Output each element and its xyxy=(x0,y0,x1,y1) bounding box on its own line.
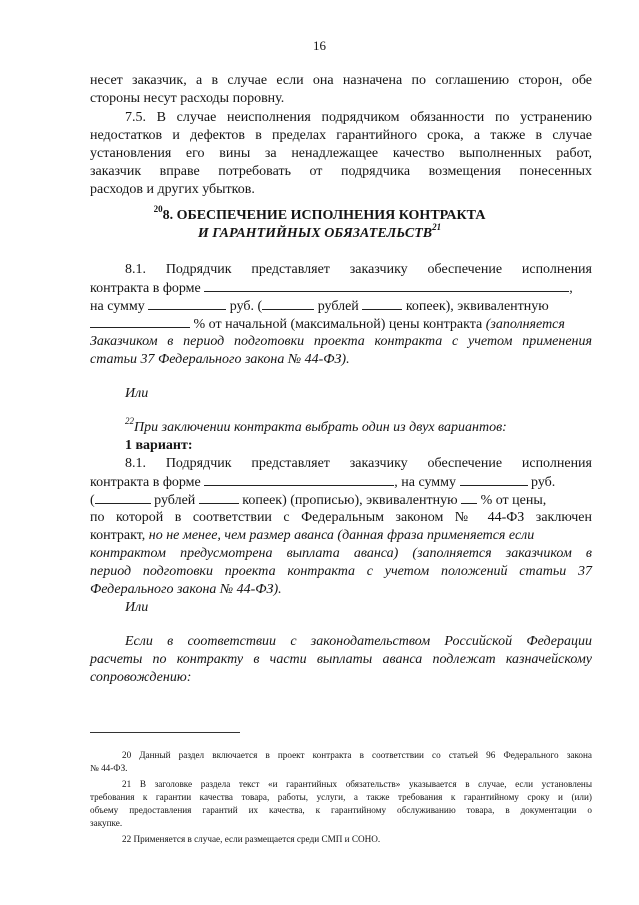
sum-blank-2[interactable] xyxy=(460,473,528,486)
or-label-2: Или xyxy=(125,600,149,615)
para-7-5-line-4: заказчик вправе потребовать от подрядчика возмещения понесенных xyxy=(90,164,592,179)
section-heading-line-1 xyxy=(0,204,639,224)
kopecks-label-2: копеек) (прописью), эквивалентную xyxy=(242,493,458,508)
contract-word: контракт, xyxy=(90,528,146,543)
para-7-5-line-3: установления его вины за ненадлежащее качество выполненных работ, xyxy=(90,146,592,161)
percent-blank[interactable] xyxy=(90,315,190,328)
clause-8-1a-line-4 xyxy=(90,315,592,333)
clause-8-1b-line-2 xyxy=(90,473,592,491)
para-1-line-2: стороны несут расходы поровну. xyxy=(90,91,285,106)
rubles-label-2: рублей xyxy=(154,493,196,508)
clause-8-1b-line-6: контрактом предусмотрена выплата аванса) (заполняется заказчиком в xyxy=(90,546,592,561)
clause-8-1b-line-3 xyxy=(90,491,592,509)
percent-blank-2[interactable] xyxy=(461,491,477,504)
clause-8-1a-line-2 xyxy=(90,279,592,297)
variant-note xyxy=(125,416,507,436)
final-para-line-3: сопровождению: xyxy=(90,670,192,685)
rub-label: руб. ( xyxy=(229,299,263,314)
clause-8-1a-line-5: Заказчиком в период подготовки проекта контракта с учетом применения xyxy=(90,334,592,349)
variant-1-title: 1 вариант: xyxy=(125,438,193,453)
para-1-line-1: несет заказчик, а в случае если она назначена по соглашению сторон, обе xyxy=(90,73,592,88)
section-heading-text-1: 8. ОБЕСПЕЧЕНИЕ ИСПОЛНЕНИЯ КОНТРАКТА xyxy=(162,208,486,223)
open-paren: ( xyxy=(90,493,95,508)
footnote-ref-20: 20 xyxy=(153,204,163,215)
rubles-label: рублей xyxy=(317,299,359,314)
footnote-21-line-2: требования к гарантии качества товара, работы, услуги, а также требования к гарантийному сроку и (или) xyxy=(90,792,592,802)
sum-label: на сумму xyxy=(90,299,145,314)
comma: , xyxy=(569,281,573,296)
page-number: 16 xyxy=(313,38,326,53)
footnote-20-line-2: № 44-ФЗ. xyxy=(90,763,128,773)
sum-label-2: , на сумму xyxy=(394,475,457,490)
clause-8-1a-line-6: статьи 37 Федерального закона № 44-ФЗ). xyxy=(90,352,350,367)
rub-label-2: руб. xyxy=(531,475,556,490)
clause-8-1b-line-7: период подготовки проекта контракта с учетом положений статьи 37 xyxy=(90,564,592,579)
form-blank[interactable] xyxy=(204,279,569,292)
percent-label-2: % от цены, xyxy=(480,493,547,508)
fill-note-start: (заполняется xyxy=(485,317,565,332)
section-heading-line-2 xyxy=(0,222,639,242)
clause-8-1b-line-8: Федерального закона № 44-ФЗ). xyxy=(90,582,282,597)
advance-note: но не менее, чем размер аванса (данная фраза применяется если xyxy=(148,528,535,543)
kopecks-label: копеек), эквивалентную xyxy=(405,299,549,314)
or-label-1: Или xyxy=(125,386,149,401)
clause-8-1b-line-4: по которой в соответствии с Федеральным законом № 44-ФЗ заключен xyxy=(90,510,592,525)
para-7-5-line-1: 7.5. В случае неисполнения подрядчиком обязанности по устранению xyxy=(125,110,592,125)
final-para-line-1: Если в соответствии с законодательством Российской Федерации xyxy=(125,634,592,649)
footnote-21-line-1: 21 В заголовке раздела текст «и гарантийных обязательств» указывается в случае, если установлены xyxy=(122,779,592,789)
footnote-21-line-3: объему предоставления гарантий их качества, к гарантийному обслуживанию товара, в документации о xyxy=(90,805,592,815)
final-para-line-2: расчеты по контракту в части выплаты аванса подлежат казначейскому xyxy=(90,652,592,667)
section-heading-text-2: И ГАРАНТИЙНЫХ ОБЯЗАТЕЛЬСТВ xyxy=(197,226,433,241)
clause-8-1a-line-3 xyxy=(90,297,592,315)
clause-8-1a-form-label: контракта в форме xyxy=(90,281,201,296)
para-7-5-line-5: расходов и других убытков. xyxy=(90,182,255,197)
clause-8-1a-line-1: 8.1. Подрядчик представляет заказчику обеспечение исполнения xyxy=(125,262,592,277)
percent-label: % от начальной (максимальной) цены контракта xyxy=(193,317,483,332)
footnote-ref-21: 21 xyxy=(432,222,442,233)
rubles-blank-2[interactable] xyxy=(95,491,151,504)
variant-note-text: При заключении контракта выбрать один из двух вариантов: xyxy=(134,420,507,435)
footnote-divider xyxy=(90,732,240,733)
form-blank-2[interactable] xyxy=(204,473,394,486)
footnote-20-line-1: 20 Данный раздел включается в проект контракта в соответствии со статьей 96 Федерального закона xyxy=(122,750,592,760)
kopecks-blank-2[interactable] xyxy=(199,491,239,504)
kopecks-blank[interactable] xyxy=(362,297,402,310)
form-label: контракта в форме xyxy=(90,475,201,490)
footnote-21-line-4: закупке. xyxy=(90,818,123,828)
footnote-ref-22: 22 xyxy=(125,416,134,427)
para-7-5-line-2: недостатков и дефектов в пределах гарантийного срока, а также в случае xyxy=(90,128,592,143)
sum-blank[interactable] xyxy=(148,297,226,310)
rubles-blank[interactable] xyxy=(262,297,314,310)
clause-8-1b-line-1: 8.1. Подрядчик представляет заказчику обеспечение исполнения xyxy=(125,456,592,471)
footnote-22: 22 Применяется в случае, если размещается среди СМП и СОНО. xyxy=(122,834,381,844)
clause-8-1b-line-5 xyxy=(90,527,592,544)
